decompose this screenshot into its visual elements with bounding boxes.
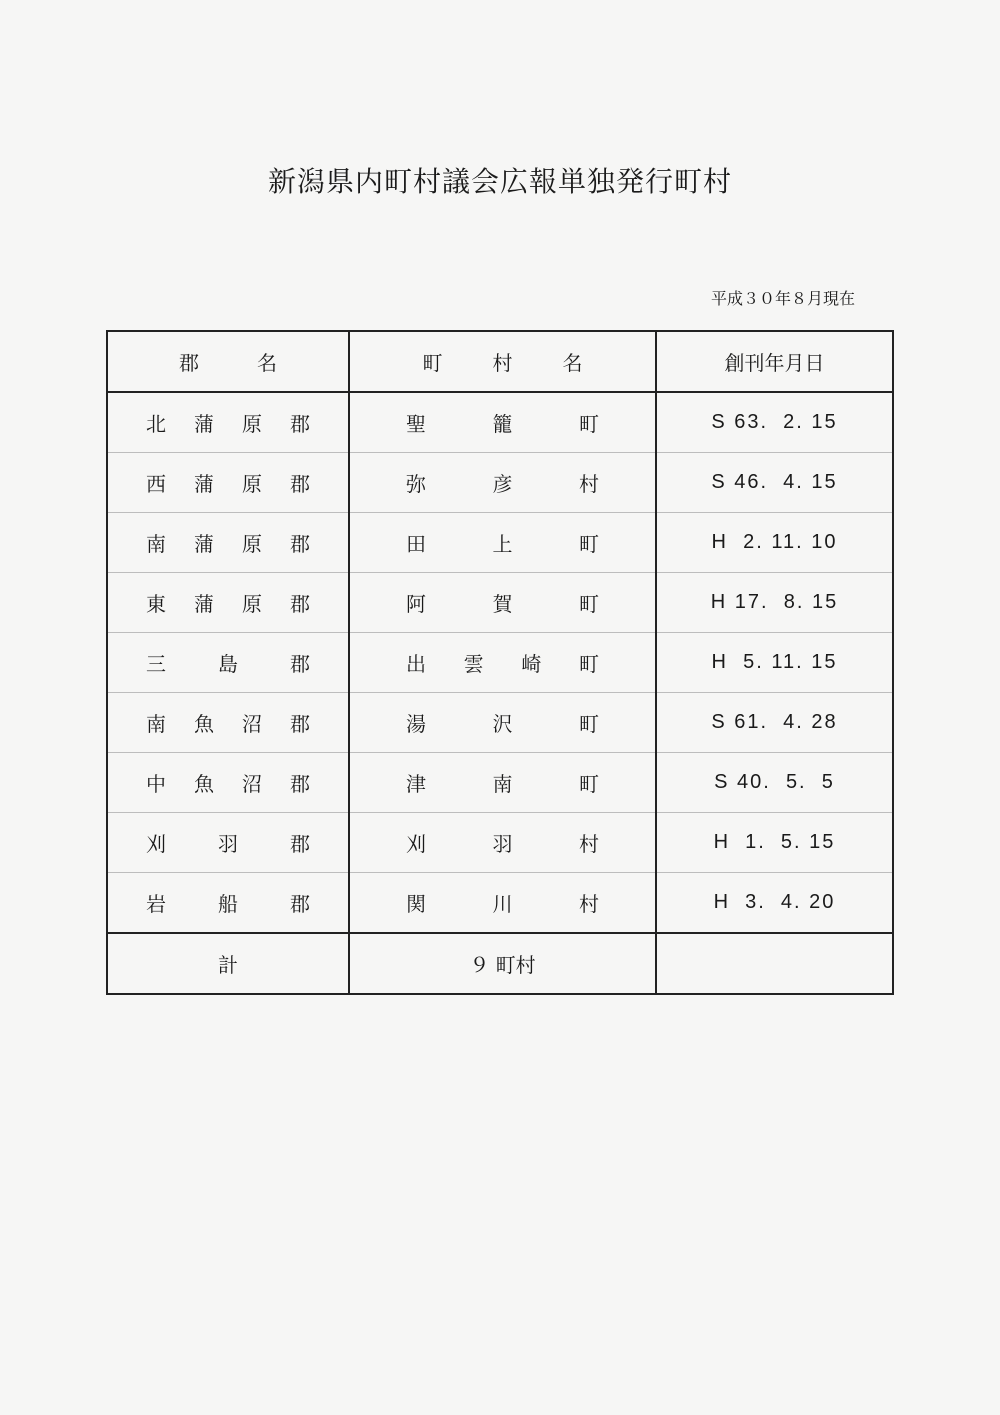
gun-name-char: 島	[218, 652, 238, 676]
gun-name-char: 原	[242, 412, 262, 436]
gun-name-char: 郡	[290, 772, 310, 796]
town-name-char: 町	[579, 712, 599, 736]
gun-name-char: 原	[242, 532, 262, 556]
header-cho-char: 名	[562, 351, 583, 375]
gun-name-char: 東	[146, 592, 166, 616]
town-name-char: 聖	[406, 412, 426, 436]
town-name-char: 町	[579, 412, 599, 436]
gun-name-char: 南	[146, 712, 166, 736]
town-name-cell	[349, 633, 656, 693]
gun-name-char: 沼	[242, 772, 262, 796]
table-row	[107, 453, 893, 513]
town-name-char: 村	[579, 832, 599, 856]
town-name-char: 村	[579, 472, 599, 496]
gun-name-char: 郡	[290, 712, 310, 736]
table-row	[107, 753, 893, 813]
town-name-cell	[349, 873, 656, 934]
table-header-row	[107, 331, 893, 392]
town-name-cell	[349, 813, 656, 873]
town-name-char: 町	[579, 592, 599, 616]
gun-name-char: 南	[146, 532, 166, 556]
total-row	[107, 933, 893, 994]
gun-name-char: 船	[218, 892, 238, 916]
town-name-char: 津	[406, 772, 426, 796]
gun-name-char: 蒲	[194, 592, 214, 616]
gun-name-cell	[107, 693, 349, 753]
town-name-cell	[349, 753, 656, 813]
gun-name-char: 中	[146, 772, 166, 796]
table-row	[107, 573, 893, 633]
town-name-char: 田	[406, 532, 426, 556]
gun-name-cell	[107, 513, 349, 573]
gun-name-cell	[107, 873, 349, 934]
header-cho-char: 町	[422, 351, 443, 375]
total-value: ９ 町村	[349, 933, 656, 994]
town-name-char: 刈	[406, 832, 426, 856]
town-name-char: 賀	[492, 592, 513, 616]
gun-name-cell	[107, 453, 349, 513]
gun-name-char: 原	[242, 592, 262, 616]
town-name-char: 崎	[521, 652, 542, 676]
town-name-char: 村	[579, 892, 599, 916]
first-issue-date: S 63. 2. 15	[656, 392, 893, 453]
header-gun-char: 郡	[179, 351, 199, 375]
header-gun	[107, 331, 349, 392]
town-name-char: 阿	[406, 592, 426, 616]
header-cho	[349, 331, 656, 392]
gun-name-char: 沼	[242, 712, 262, 736]
gun-name-char: 郡	[290, 892, 310, 916]
gun-name-char: 西	[146, 472, 166, 496]
table-row	[107, 693, 893, 753]
town-name-char: 雲	[463, 652, 484, 676]
town-name-char: 出	[406, 652, 426, 676]
gun-name-cell	[107, 633, 349, 693]
gun-name-char: 刈	[146, 832, 166, 856]
document-title: 新潟県内町村議会広報単独発行町村	[267, 165, 732, 198]
header-cho-char: 村	[492, 351, 513, 375]
first-issue-date: H 5. 11. 15	[656, 633, 893, 693]
town-name-cell	[349, 453, 656, 513]
town-name-char: 町	[578, 652, 599, 676]
table-row	[107, 633, 893, 693]
town-name-char: 川	[492, 892, 513, 916]
town-name-char: 羽	[492, 832, 513, 856]
total-label: 計	[107, 933, 349, 994]
gun-name-char: 郡	[290, 592, 310, 616]
gun-name-char: 郡	[290, 472, 310, 496]
town-name-char: 町	[579, 532, 599, 556]
gun-name-char: 郡	[290, 832, 310, 856]
header-gun-char: 名	[257, 351, 277, 375]
total-date	[656, 933, 893, 994]
gun-name-char: 北	[146, 412, 166, 436]
town-name-char: 町	[579, 772, 599, 796]
town-name-char: 彦	[492, 472, 513, 496]
town-name-char: 沢	[492, 712, 513, 736]
town-name-char: 関	[406, 892, 426, 916]
gun-name-cell	[107, 573, 349, 633]
as-of-date: 平成３０年８月現在	[710, 289, 855, 308]
gun-name-char: 郡	[290, 412, 310, 436]
gun-name-char: 郡	[290, 652, 310, 676]
table-row	[107, 813, 893, 873]
gun-name-char: 原	[242, 472, 262, 496]
gun-name-cell	[107, 753, 349, 813]
first-issue-date: H 1. 5. 15	[656, 813, 893, 873]
first-issue-date: H 17. 8. 15	[656, 573, 893, 633]
town-name-cell	[349, 693, 656, 753]
table-row	[107, 513, 893, 573]
gun-name-char: 蒲	[194, 472, 214, 496]
header-date: 創刊年月日	[656, 331, 893, 392]
gun-name-char: 魚	[194, 712, 214, 736]
gun-name-char: 羽	[218, 832, 238, 856]
gun-name-cell	[107, 813, 349, 873]
table-row	[107, 392, 893, 453]
first-issue-date: S 46. 4. 15	[656, 453, 893, 513]
gun-name-char: 蒲	[194, 532, 214, 556]
first-issue-date: H 3. 4. 20	[713, 891, 836, 913]
town-name-char: 上	[492, 532, 513, 556]
town-name-cell	[349, 392, 656, 453]
gun-name-char: 蒲	[194, 412, 214, 436]
gun-name-char: 岩	[146, 892, 166, 916]
town-name-char: 弥	[406, 472, 426, 496]
gun-name-char: 郡	[290, 532, 310, 556]
gun-name-cell	[107, 392, 349, 453]
gun-name-char: 三	[146, 652, 166, 676]
town-name-cell	[349, 573, 656, 633]
town-name-char: 籠	[492, 412, 513, 436]
table-row	[107, 873, 893, 934]
gun-name-char: 魚	[194, 772, 214, 796]
first-issue-date: S 61. 4. 28	[656, 693, 893, 753]
first-issue-date: S 40. 5. 5	[656, 753, 893, 813]
first-issue-date: H 2. 11. 10	[656, 513, 893, 573]
towns-table	[106, 330, 894, 995]
town-name-char: 南	[492, 772, 513, 796]
town-name-char: 湯	[406, 712, 426, 736]
town-name-cell	[349, 513, 656, 573]
